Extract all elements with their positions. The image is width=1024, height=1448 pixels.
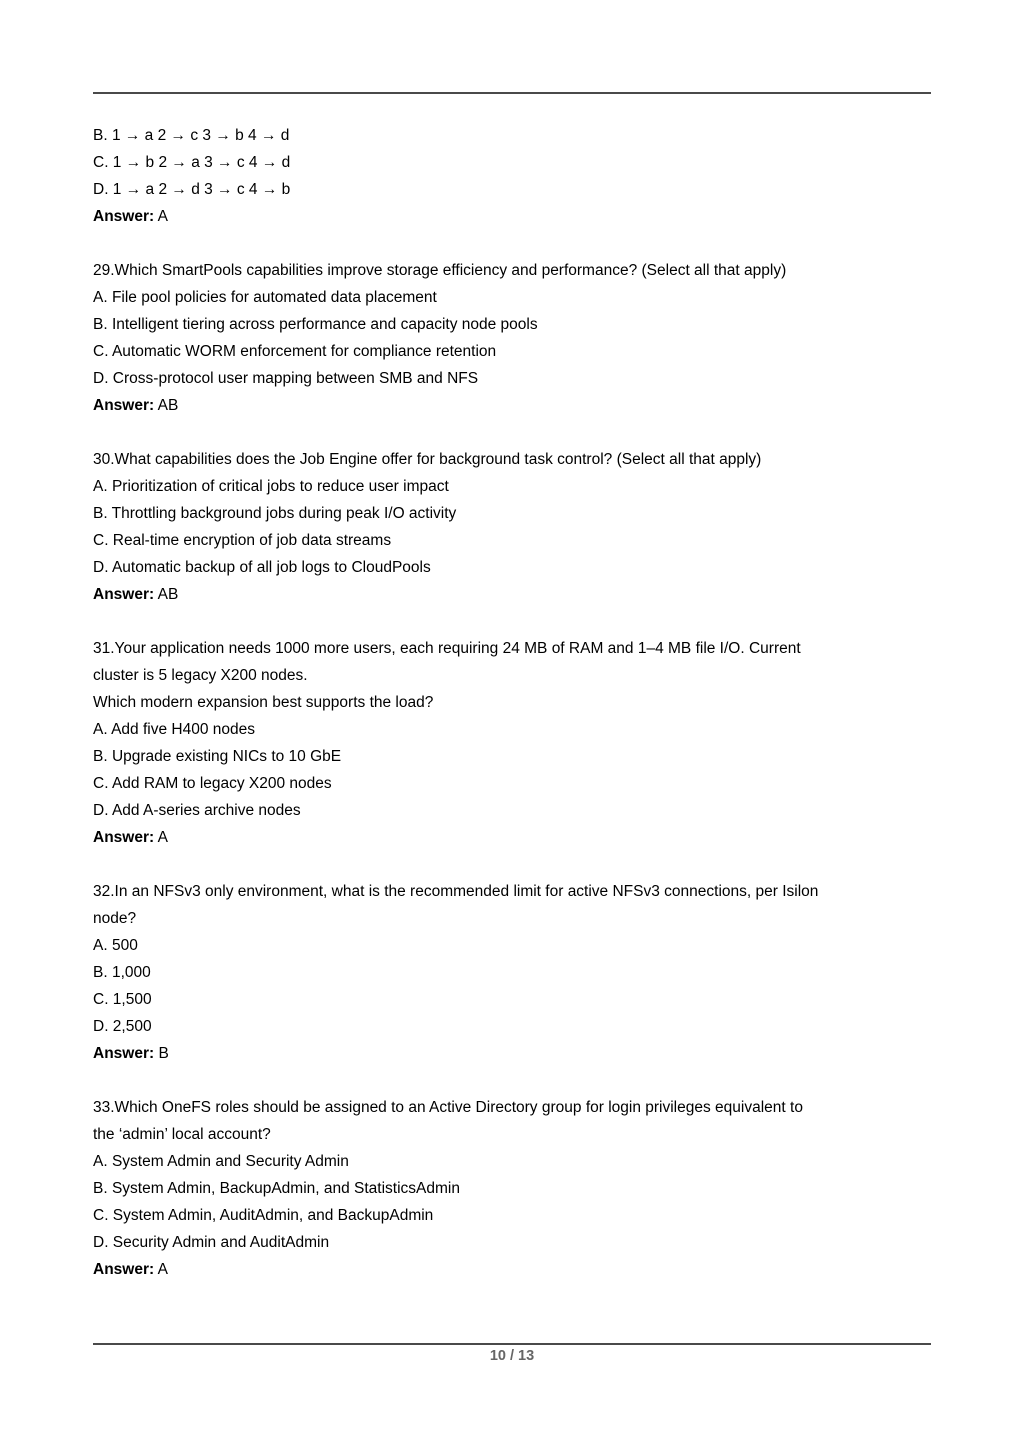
answer-label: Answer:	[93, 208, 155, 225]
question-text: 30.What capabilities does the Job Engine offer for background task control? (Select all that apply)	[93, 451, 762, 468]
answer-line: Answer: A	[93, 1261, 168, 1278]
option-line: B. Intelligent tiering across performance and capacity node pools	[93, 316, 538, 333]
option-line: D. 2,500	[93, 1018, 152, 1035]
answer-label: Answer:	[93, 1261, 155, 1278]
answer-line: Answer: B	[93, 1045, 169, 1062]
option-line: C. 1,500	[93, 991, 152, 1008]
option-line: C. System Admin, AuditAdmin, and BackupAdmin	[93, 1207, 434, 1224]
option-line: B. System Admin, BackupAdmin, and StatisticsAdmin	[93, 1180, 460, 1197]
question-text-continuation: Which modern expansion best supports the load?	[93, 694, 434, 711]
option-line: D. Security Admin and AuditAdmin	[93, 1234, 330, 1251]
header-rule	[93, 92, 931, 94]
question-text: 33.Which OneFS roles should be assigned to an Active Directory group for login privileges equivalent to	[93, 1099, 803, 1116]
answer-label: Answer:	[93, 829, 155, 846]
answer-line: Answer: A	[93, 208, 168, 225]
footer-rule	[93, 1343, 931, 1345]
question-block	[93, 446, 935, 608]
option-line: B. 1,000	[93, 964, 151, 981]
option-line: D. 1 → a 2 → d 3 → c 4 → b	[93, 181, 291, 198]
option-line: B. 1 → a 2 → c 3 → b 4 → d	[93, 127, 290, 144]
option-line: B. Upgrade existing NICs to 10 GbE	[93, 748, 342, 765]
answer-line: Answer: A	[93, 829, 168, 846]
option-line: D. Add A-series archive nodes	[93, 802, 301, 819]
answer-label: Answer:	[93, 397, 155, 414]
option-line: C. Automatic WORM enforcement for compliance retention	[93, 343, 497, 360]
option-line: A. Add five H400 nodes	[93, 721, 256, 738]
option-line: A. 500	[93, 937, 138, 954]
option-line: C. Add RAM to legacy X200 nodes	[93, 775, 332, 792]
answer-line: Answer: AB	[93, 586, 179, 603]
question-block	[93, 1094, 935, 1283]
question-text-continuation: cluster is 5 legacy X200 nodes.	[93, 667, 308, 684]
option-line: D. Automatic backup of all job logs to CloudPools	[93, 559, 431, 576]
answer-label: Answer:	[93, 1045, 155, 1062]
option-line: C. 1 → b 2 → a 3 → c 4 → d	[93, 154, 291, 171]
question-block	[93, 122, 935, 230]
option-line: A. File pool policies for automated data placement	[93, 289, 437, 306]
answer-line: Answer: AB	[93, 397, 179, 414]
answer-label: Answer:	[93, 586, 155, 603]
option-line: A. System Admin and Security Admin	[93, 1153, 349, 1170]
option-line: C. Real-time encryption of job data streams	[93, 532, 392, 549]
question-text-continuation: the ‘admin’ local account?	[93, 1126, 271, 1143]
option-line: A. Prioritization of critical jobs to reduce user impact	[93, 478, 449, 495]
question-block	[93, 257, 935, 419]
question-block	[93, 635, 935, 851]
question-block	[93, 878, 935, 1067]
question-text: 31.Your application needs 1000 more users, each requiring 24 MB of RAM and 1–4 MB file I/O. Current	[93, 640, 801, 657]
question-text: 32.In an NFSv3 only environment, what is the recommended limit for active NFSv3 connections, per Isilon	[93, 883, 819, 900]
option-line: D. Cross-protocol user mapping between SMB and NFS	[93, 370, 479, 387]
questions-area	[93, 122, 935, 1310]
question-text-continuation: node?	[93, 910, 137, 927]
option-line: B. Throttling background jobs during peak I/O activity	[93, 505, 457, 522]
page-number: 10 / 13	[489, 1348, 535, 1364]
question-text: 29.Which SmartPools capabilities improve storage efficiency and performance? (Select all that apply)	[93, 262, 787, 279]
